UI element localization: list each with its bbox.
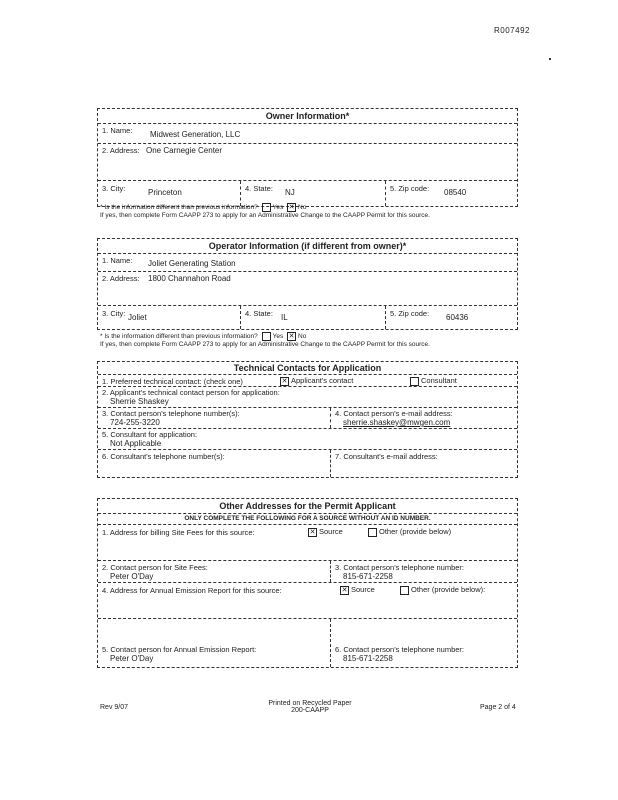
operator-city-row — [98, 305, 517, 329]
operator-zip-cell — [385, 306, 517, 329]
owner-address-value[interactable]: One Carnegie Center — [146, 146, 223, 155]
technical-q7-cell — [330, 450, 517, 477]
emission-other-label: Other (provide below): — [411, 585, 486, 594]
operator-state-value[interactable]: IL — [281, 313, 288, 322]
technical-q2-row — [98, 386, 517, 407]
other-q1-label: 1. Address for billing Site Fees for this source: — [102, 528, 255, 537]
other-q1-row — [98, 524, 517, 560]
other-q4-opt1 — [338, 585, 375, 595]
owner-section — [97, 108, 518, 207]
footer-recycled: Printed on Recycled Paper — [268, 700, 352, 707]
consultant-checkbox[interactable] — [410, 377, 419, 386]
owner-name-label: 1. Name: — [102, 126, 133, 135]
other-q5-label: 5. Contact person for Annual Emission Report: — [102, 645, 257, 654]
operator-name-row — [98, 253, 517, 271]
owner-note-1 — [100, 203, 306, 212]
other-q5-value[interactable]: Peter O'Day — [110, 654, 154, 663]
technical-q5-label: 5. Consultant for application: — [102, 430, 198, 439]
other-addresses-section — [97, 498, 518, 668]
technical-q7-label: 7. Consultant's e-mail address: — [335, 452, 438, 461]
operator-note-question: * Is the information different than previous information? — [100, 333, 258, 341]
technical-q4-cell — [330, 408, 517, 428]
other-q2-cell — [98, 561, 330, 582]
owner-yes-checkbox[interactable] — [262, 203, 271, 212]
operator-city-label: 3. City: — [102, 309, 126, 318]
operator-address-label: 2. Address: — [102, 274, 140, 283]
technical-section — [97, 361, 518, 478]
other-subtitle: ONLY COMPLETE THE FOLLOWING FOR A SOURCE WITHOUT AN ID NUMBER. — [184, 515, 431, 522]
operator-address-value[interactable]: 1800 Channahon Road — [148, 274, 231, 283]
technical-q6-cell — [98, 450, 330, 477]
owner-city-label: 3. City: — [102, 184, 126, 193]
other-q6-label: 6. Contact person's telephone number: — [335, 645, 465, 654]
billing-other-label: Other (provide below) — [379, 527, 452, 536]
operator-city-value[interactable]: Joliet — [128, 313, 147, 322]
owner-note-2: If yes, then complete Form CAAPP 273 to apply for an Administrative Change to the CAAPP Permit for this source. — [100, 212, 430, 219]
operator-zip-label: 5. Zip code: — [390, 309, 430, 318]
consultant-label: Consultant — [421, 376, 457, 385]
technical-q6-row — [98, 449, 517, 477]
technical-q3-row — [98, 407, 517, 428]
applicant-contact-label: Applicant's contact — [291, 376, 354, 385]
other-q3-value[interactable]: 815-671-2258 — [343, 572, 393, 581]
operator-name-value[interactable]: Joliet Generating Station — [148, 259, 236, 268]
other-q6-cell — [330, 619, 517, 667]
technical-q6-label: 6. Consultant's telephone number(s): — [102, 452, 225, 461]
billing-source-checkbox[interactable]: ✕ — [309, 528, 316, 536]
operator-title: Operator Information (if different from owner)* — [208, 241, 407, 251]
footer-page: Page 2 of 4 — [480, 704, 516, 711]
operator-no-checkbox[interactable]: ✕ — [288, 333, 295, 340]
other-q2-label: 2. Contact person for Site Fees: — [102, 563, 208, 572]
operator-yes-checkbox[interactable] — [262, 332, 271, 341]
technical-q2-label: 2. Applicant's technical contact person for application: — [102, 388, 280, 397]
operator-section — [97, 238, 518, 330]
owner-address-row — [98, 143, 517, 180]
other-q5-cell — [98, 619, 330, 667]
other-q4-label: 4. Address for Annual Emission Report for this source: — [102, 586, 282, 595]
other-q6-value[interactable]: 815-671-2258 — [343, 654, 393, 663]
technical-q3-value[interactable]: 724-255-3220 — [110, 418, 160, 427]
other-q1-opt2 — [366, 527, 451, 537]
technical-q1-opt2 — [408, 376, 457, 386]
owner-note-question: * Is the information different than previous information? — [100, 204, 258, 212]
owner-city-value[interactable]: Princeton — [148, 188, 182, 197]
billing-source-label: Source — [319, 527, 343, 536]
owner-title-row — [98, 109, 517, 123]
operator-zip-value[interactable]: 60436 — [446, 313, 469, 322]
owner-zip-value[interactable]: 08540 — [444, 188, 467, 197]
operator-title-row — [98, 239, 517, 253]
operator-name-label: 1. Name: — [102, 256, 133, 265]
other-title-row — [98, 499, 517, 513]
footer-revision: Rev 9/07 — [100, 704, 129, 711]
other-title: Other Addresses for the Permit Applicant — [219, 501, 396, 511]
owner-name-value[interactable]: Midwest Generation, LLC — [150, 130, 241, 139]
owner-title: Owner Information* — [265, 111, 350, 121]
operator-note-2: If yes, then complete Form CAAPP 273 to apply for an Administrative Change to the CAAPP Permit for this source. — [100, 341, 430, 348]
operator-address-row — [98, 271, 517, 305]
other-q5-row — [98, 618, 517, 667]
operator-state-cell — [240, 306, 385, 329]
footer-center — [260, 700, 360, 714]
other-q1-opt1 — [306, 527, 343, 537]
other-q2-row — [98, 560, 517, 582]
operator-city-cell — [98, 306, 240, 329]
technical-q1-opt1 — [278, 376, 353, 386]
footer-form-number: 200-CAAPP — [291, 707, 329, 714]
technical-q5-row — [98, 428, 517, 449]
owner-name-row — [98, 123, 517, 143]
technical-q5-value[interactable]: Not Applicable — [110, 439, 162, 448]
other-q4-opt2 — [398, 585, 485, 595]
owner-state-value[interactable]: NJ — [285, 188, 295, 197]
technical-q3-label: 3. Contact person's telephone number(s): — [102, 409, 240, 418]
page-id: R007492 — [494, 26, 530, 35]
other-q3-label: 3. Contact person's telephone number: — [335, 563, 465, 572]
owner-no-label: No — [298, 204, 307, 212]
other-q3-cell — [330, 561, 517, 582]
other-subtitle-row — [98, 513, 517, 524]
operator-state-label: 4. State: — [245, 309, 273, 318]
billing-other-checkbox[interactable] — [368, 528, 377, 537]
operator-yes-label: Yes — [272, 333, 284, 341]
emission-source-label: Source — [351, 585, 375, 594]
scan-mark — [549, 58, 551, 60]
owner-yes-label: Yes — [272, 204, 284, 212]
technical-title: Technical Contacts for Application — [233, 363, 382, 373]
owner-address-label: 2. Address: — [102, 146, 140, 155]
operator-no-label: No — [298, 333, 307, 341]
emission-other-checkbox[interactable] — [400, 586, 409, 595]
emission-source-checkbox[interactable]: ✕ — [341, 586, 348, 594]
owner-state-label: 4. State: — [245, 184, 273, 193]
applicant-contact-checkbox[interactable]: ✕ — [281, 377, 288, 385]
owner-zip-label: 5. Zip code: — [390, 184, 430, 193]
owner-no-checkbox[interactable]: ✕ — [288, 204, 295, 211]
technical-q4-value[interactable]: sherrie.shaskey@mwgen.com — [343, 418, 451, 427]
technical-q1-row — [98, 374, 517, 386]
other-q4-row — [98, 582, 517, 618]
other-q2-value[interactable]: Peter O'Day — [110, 572, 154, 581]
technical-title-row — [98, 362, 517, 374]
technical-q2-value[interactable]: Sherrie Shaskey — [110, 397, 169, 406]
technical-q1-label: 1. Preferred technical contact: (check one) — [102, 377, 243, 386]
technical-q3-cell — [98, 408, 330, 428]
technical-q4-label: 4. Contact person's e-mail address: — [335, 409, 453, 418]
operator-note-1 — [100, 332, 306, 341]
owner-zip-cell — [385, 181, 517, 206]
